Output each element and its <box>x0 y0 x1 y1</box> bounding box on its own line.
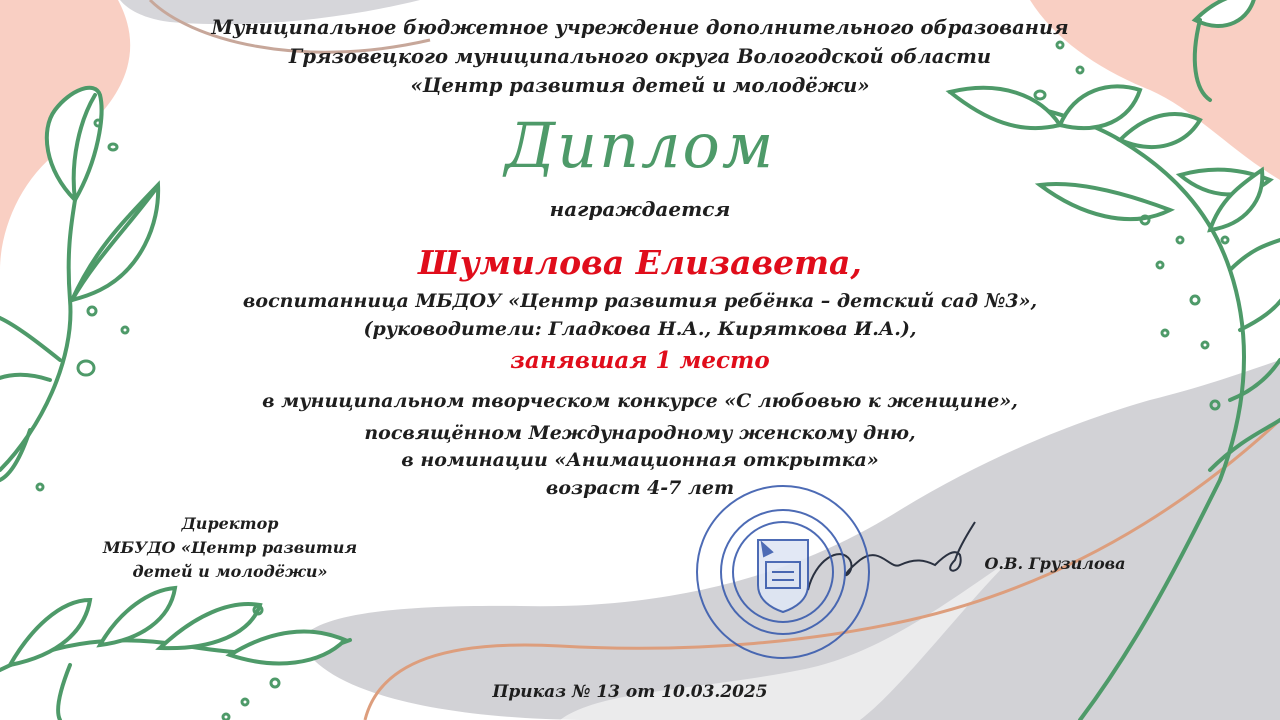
contest-line-2: посвящённом Международному женскому дню, <box>364 422 916 444</box>
signature-title-line-3: детей и молодёжи» <box>132 562 328 581</box>
recipient-name: Шумилова Елизавета, <box>418 243 862 282</box>
header-line-2: Грязовецкого муниципального округа Вологодской области <box>288 45 992 68</box>
place-text: занявшая 1 место <box>510 347 770 374</box>
bottom-left-leaf-branch <box>0 588 350 720</box>
order-text: Приказ № 13 от 10.03.2025 <box>492 682 768 702</box>
recipient-line-1: воспитанница МБДОУ «Центр развития ребёнка – детский сад №3», <box>242 290 1038 312</box>
header-line-3: «Центр развития детей и молодёжи» <box>410 74 870 97</box>
signature-title-line-1: Директор <box>181 514 279 533</box>
header-line-1: Муниципальное бюджетное учреждение дополнительного образования <box>211 16 1069 39</box>
recipient-line-2: (руководители: Гладкова Н.А., Киряткова И.А.), <box>363 318 917 340</box>
diploma-title: Диплом <box>504 109 776 182</box>
contest-line-1: в муниципальном творческом конкурсе «С любовью к женщине», <box>262 390 1018 412</box>
awarded-text: награждается <box>549 197 731 221</box>
signature-title-line-2: МБУДО «Центр развития <box>102 538 358 557</box>
contest-line-3: в номинации «Анимационная открытка» <box>401 449 879 471</box>
contest-line-4: возраст 4-7 лет <box>545 477 735 499</box>
signature-name: О.В. Грузилова <box>984 554 1126 573</box>
signature-title <box>100 512 360 584</box>
